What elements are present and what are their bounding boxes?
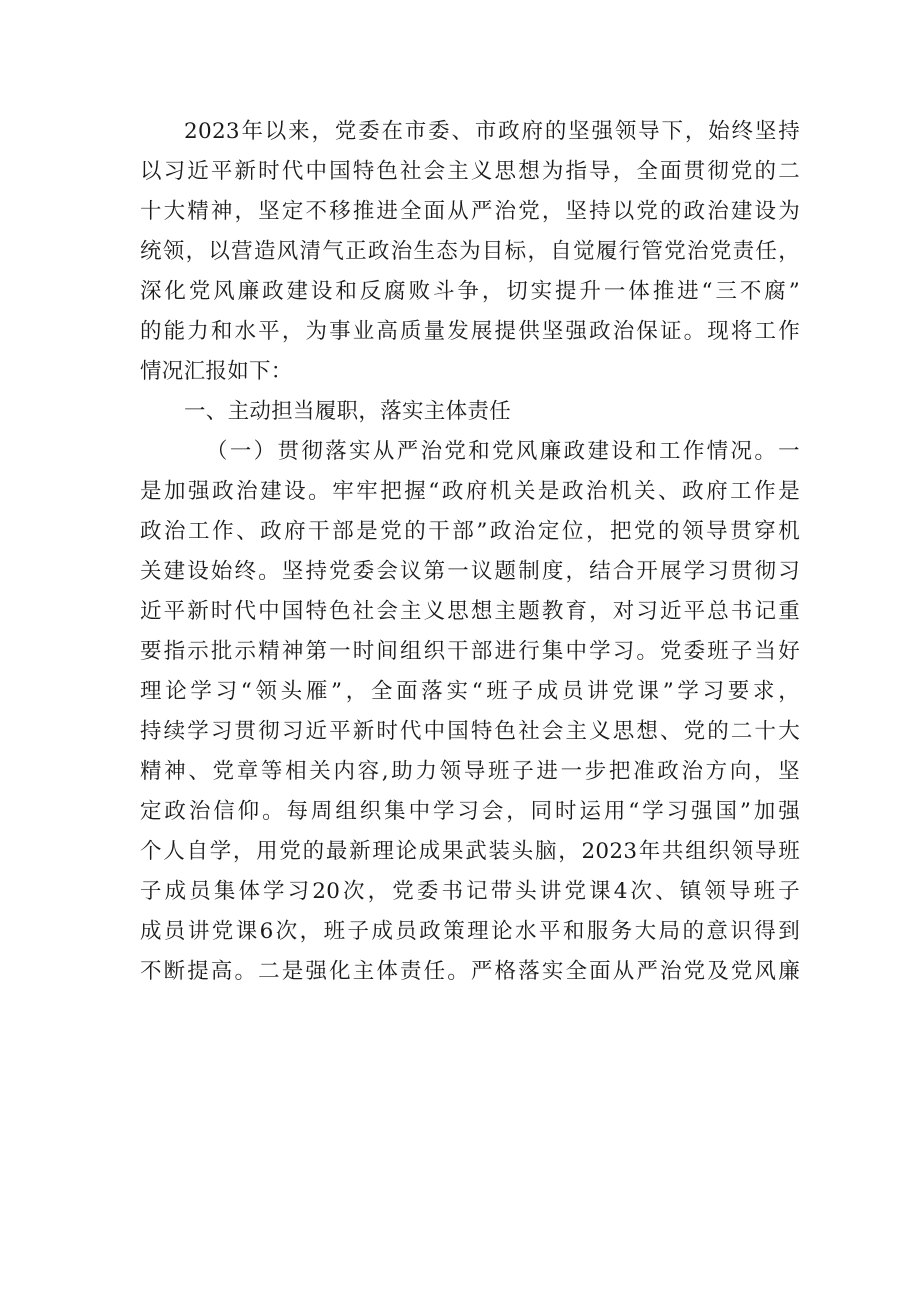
paragraph-section-1-1 bbox=[140, 432, 800, 992]
text-line: （一）贯彻落实从严治党和党风廉政建设和工作情况。一 bbox=[206, 439, 800, 464]
text-line: 十大精神，坚定不移推进全面从严治党，坚持以党的政治建设为 bbox=[140, 199, 800, 224]
text-line: 持续学习贯彻习近平新时代中国特色社会主义思想、党的二十大 bbox=[140, 719, 800, 744]
text-line: 理论学习“领头雁”，全面落实“班子成员讲党课”学习要求， bbox=[140, 679, 800, 704]
text-line: 2023年以来，党委在市委、市政府的坚强领导下，始终坚持 bbox=[184, 119, 800, 144]
text-line: 近平新时代中国特色社会主义思想主题教育，对习近平总书记重 bbox=[140, 599, 800, 624]
text-line: 子成员集体学习20次，党委书记带头讲党课4次、镇领导班子 bbox=[140, 879, 800, 904]
text-line: 关建设始终。坚持党委会议第一议题制度，结合开展学习贯彻习 bbox=[140, 559, 800, 584]
text-line: 以习近平新时代中国特色社会主义思想为指导，全面贯彻党的二 bbox=[140, 159, 800, 184]
text-line: 不断提高。二是强化主体责任。严格落实全面从严治党及党风廉 bbox=[140, 959, 800, 984]
text-line: 深化党风廉政建设和反腐败斗争，切实提升一体推进“三不腐” bbox=[140, 279, 800, 304]
text-line: 的能力和水平，为事业高质量发展提供坚强政治保证。现将工作 bbox=[140, 319, 800, 344]
text-line: 个人自学，用党的最新理论成果武装头脑，2023年共组织领导班 bbox=[140, 839, 800, 864]
text-line: 情况汇报如下： bbox=[140, 359, 293, 384]
heading-text: 一、主动担当履职，落实主体责任 bbox=[184, 399, 512, 424]
section-heading bbox=[140, 392, 800, 432]
text-line: 定政治信仰。每周组织集中学习会，同时运用“学习强国”加强 bbox=[140, 799, 800, 824]
document-body bbox=[140, 112, 800, 992]
text-line: 是加强政治建设。牢牢把握“政府机关是政治机关、政府工作是 bbox=[140, 479, 800, 504]
text-line: 要指示批示精神第一时间组织干部进行集中学习。党委班子当好 bbox=[140, 639, 800, 664]
text-line: 统领，以营造风清气正政治生态为目标，自觉履行管党治党责任， bbox=[140, 239, 800, 264]
text-line: 政治工作、政府干部是党的干部”政治定位，把党的领导贯穿机 bbox=[140, 519, 800, 544]
paragraph-intro bbox=[140, 112, 800, 392]
text-line: 成员讲党课6次，班子成员政策理论水平和服务大局的意识得到 bbox=[140, 919, 800, 944]
text-line: 精神、党章等相关内容,助力领导班子进一步把准政治方向，坚 bbox=[140, 759, 800, 784]
